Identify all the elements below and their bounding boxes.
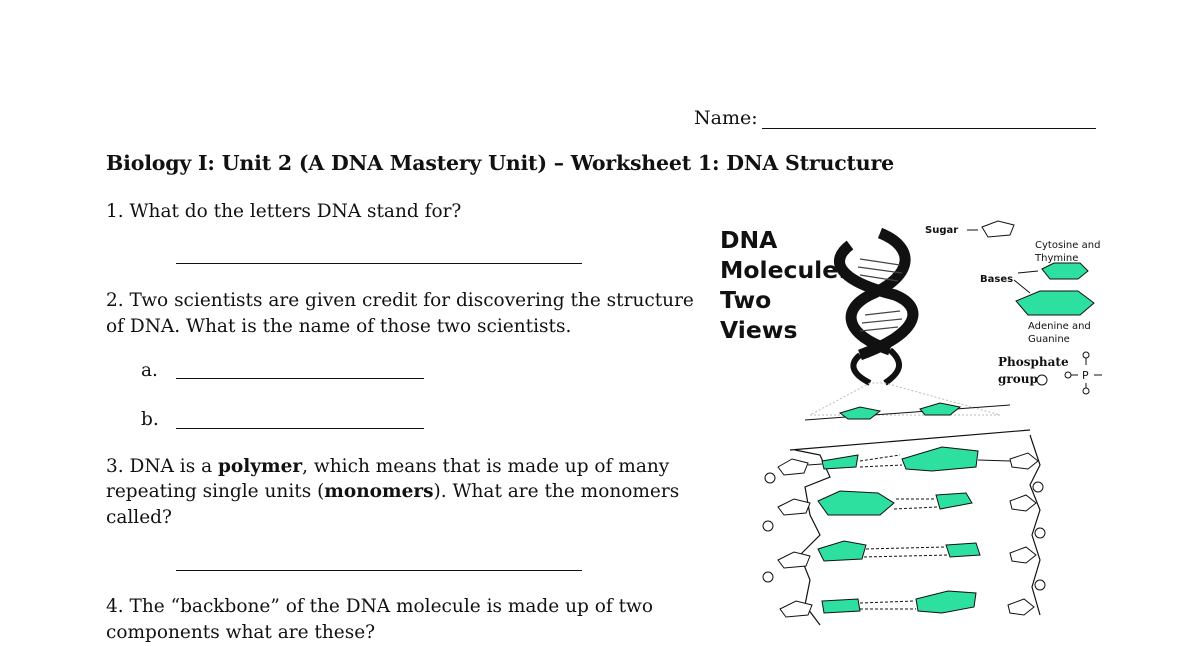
phosphorus-letter: P	[1082, 369, 1089, 382]
question-2-line-1: 2. Two scientists are given credit for discovering the structure	[106, 290, 694, 311]
answer-line-q2b[interactable]	[176, 428, 424, 429]
bases-label: Bases	[980, 274, 1014, 285]
answer-a-label: a.	[141, 360, 158, 381]
q3-text-1: 3. DNA is a	[106, 456, 218, 477]
perspective-dots	[810, 383, 1000, 415]
cytosine-thymine-label-2: Thymine	[1035, 253, 1079, 264]
question-3-line-3: called?	[106, 507, 172, 528]
question-1: 1. What do the letters DNA stand for?	[106, 201, 462, 222]
question-3-line-1	[106, 454, 669, 480]
adenine-guanine-label-2: Guanine	[1028, 334, 1070, 345]
hydrogen-bonds	[860, 455, 948, 609]
q3-bold-polymer: polymer	[218, 456, 303, 477]
double-helix-illustration	[839, 233, 913, 383]
question-2-line-2: of DNA. What is the name of those two scientists.	[106, 316, 572, 337]
page-title: Biology I: Unit 2 (A DNA Mastery Unit) – Worksheet 1: DNA Structure	[106, 151, 894, 175]
adenine-guanine-label-1: Adenine and	[1028, 321, 1091, 332]
figure-title-line: Molecule:	[720, 256, 848, 284]
q3-text-2: , which means that is made up of many	[302, 456, 670, 477]
question-4-line-2: components what are these?	[106, 622, 376, 643]
dna-illustration	[710, 215, 1130, 630]
phosphate-label-2: group	[998, 372, 1038, 386]
question-3-line-2	[106, 479, 679, 505]
base-pair-rung-1	[778, 447, 1038, 475]
cytosine-thymine-label-1: Cytosine and	[1035, 240, 1101, 251]
figure-title-line: Views	[720, 316, 798, 344]
dna-molecule-figure	[710, 215, 1130, 630]
phosphate-label-1: Phosphate	[998, 355, 1069, 369]
name-label: Name:	[694, 107, 758, 129]
name-field	[694, 107, 1096, 129]
pyrimidine-base-icon	[1042, 263, 1088, 279]
q3-text-4: ). What are the monomers	[433, 481, 680, 502]
q3-text-3: repeating single units (	[106, 481, 325, 502]
left-backbone	[795, 450, 830, 625]
sugar-label: Sugar	[925, 225, 959, 236]
q3-bold-monomers: monomers	[324, 481, 434, 502]
answer-line-q3[interactable]	[176, 570, 582, 571]
answer-b-label: b.	[141, 409, 159, 430]
answer-line-q2a[interactable]	[176, 378, 424, 379]
answer-line-q1[interactable]	[176, 263, 582, 264]
phosphate-group-icon	[1037, 375, 1047, 385]
base-pair-rung-2	[778, 491, 1036, 515]
top-rail	[790, 430, 1030, 450]
sugar-pentagon-icon	[982, 221, 1014, 237]
figure-title-line: Two	[720, 286, 772, 314]
name-blank-line[interactable]	[762, 110, 1096, 129]
question-4-line-1: 4. The “backbone” of the DNA molecule is made up of two	[106, 596, 654, 617]
purine-base-icon	[1016, 291, 1094, 315]
figure-title-line: DNA	[720, 226, 778, 254]
top-ladder	[805, 403, 1010, 420]
base-pair-rung-3	[778, 541, 1036, 568]
base-pair-rung-4	[780, 591, 1034, 617]
